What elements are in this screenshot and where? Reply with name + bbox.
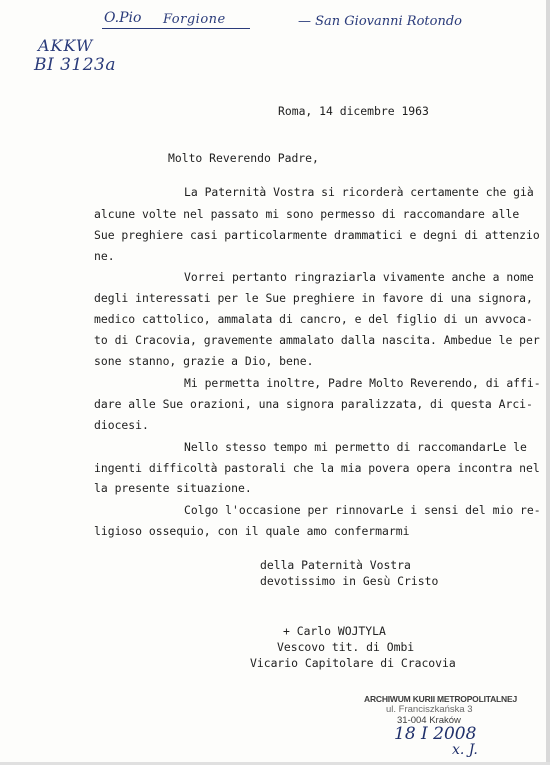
letter-line-12: diocesi. bbox=[94, 418, 149, 432]
letter-line-6: degli interessati per le Sue preghiere in favore di una signora, bbox=[94, 291, 533, 305]
page-edge-shadow bbox=[546, 0, 550, 765]
signature-name: + Carlo WOJTYLA bbox=[283, 624, 386, 638]
letter-salutation: Molto Reverendo Padre, bbox=[168, 151, 319, 165]
letter-line-2: alcune volte nel passato mi sono permesso di raccomandare alle bbox=[94, 207, 520, 221]
handwritten-note-location: — San Giovanni Rotondo bbox=[298, 14, 462, 29]
letter-line-10: Mi permetta inoltre, Padre Molto Reverendo, di affi- bbox=[184, 376, 541, 390]
letter-line-16: Colgo l'occasione per rinnovarLe i sensi del mio re- bbox=[184, 503, 541, 517]
handwritten-note-forgione: Forgione bbox=[163, 12, 226, 27]
archive-code-reference: BI 3123a bbox=[34, 55, 117, 75]
archive-stamp-title: ARCHIWUM KURII METROPOLITALNEJ bbox=[364, 694, 517, 704]
archive-handwritten-initials: x. J. bbox=[452, 742, 478, 758]
letter-line-11: dare alle Sue orazioni, una signora paralizzata, di questa Arci- bbox=[94, 397, 533, 411]
signature-title: Vescovo tit. di Ombi bbox=[277, 640, 415, 654]
archive-code-akkw: AKKW bbox=[38, 36, 94, 55]
letter-closing-2: devotissimo in Gesù Cristo bbox=[260, 574, 439, 588]
letter-line-17: ligioso ossequio, con il quale amo confermarmi bbox=[94, 524, 410, 538]
letter-line-4: ne. bbox=[94, 249, 115, 263]
letter-line-15: la presente situazione. bbox=[94, 481, 252, 495]
letter-line-7: medico cattolico, ammalata di cancro, e del figlio di un avvoca- bbox=[94, 312, 533, 326]
archive-stamp-city: 31-004 Kraków bbox=[397, 715, 461, 726]
letter-closing-1: della Paternità Vostra bbox=[260, 558, 411, 572]
archive-stamp-street: ul. Franciszkańska 3 bbox=[386, 704, 473, 715]
letter-line-9: sone stanno, grazie a Dio, bene. bbox=[94, 354, 314, 368]
letter-date: Roma, 14 dicembre 1963 bbox=[278, 104, 429, 118]
letter-line-8: to di Cracovia, gravemente ammalato dalla nascita. Ambedue le per bbox=[94, 333, 540, 347]
handwritten-note-padre-pio: O.Pio bbox=[104, 10, 142, 26]
letter-line-5: Vorrei pertanto ringraziarla vivamente anche a nome bbox=[184, 270, 534, 284]
archive-handwritten-date: 18 I 2008 bbox=[394, 724, 477, 744]
letter-line-1: La Paternità Vostra si ricorderà certamente che già bbox=[184, 185, 534, 199]
letter-line-3: Sue preghiere casi particolarmente drammatici e degni di attenzio bbox=[94, 228, 540, 242]
letter-line-14: ingenti difficoltà pastorali che la mia povera opera incontra nel bbox=[94, 461, 540, 475]
letter-line-13: Nello stesso tempo mi permetto di raccomandarLe le bbox=[184, 440, 527, 454]
handwritten-underline bbox=[102, 28, 250, 29]
signature-office: Vicario Capitolare di Cracovia bbox=[250, 656, 456, 670]
